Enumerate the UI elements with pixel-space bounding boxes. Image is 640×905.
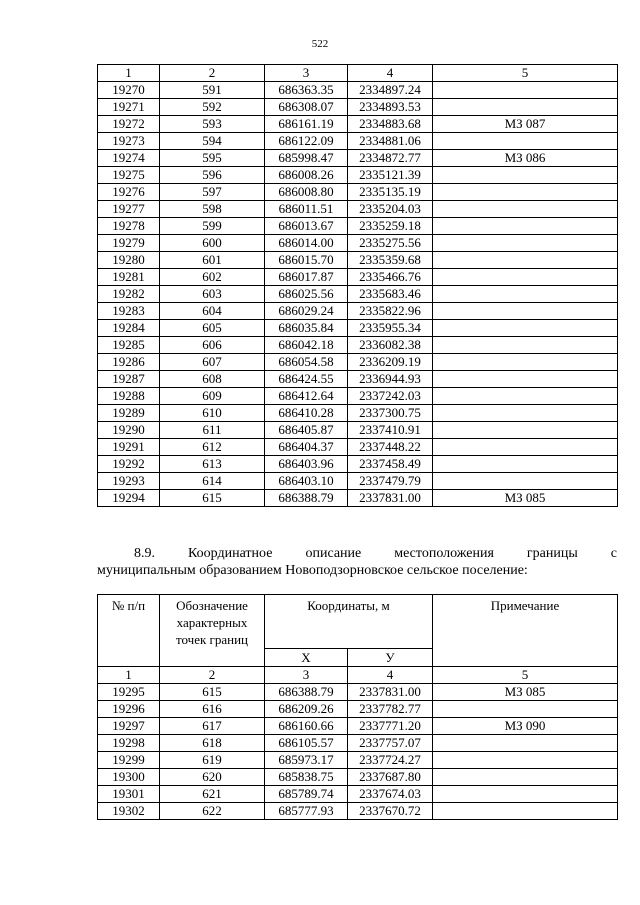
x-coordinate-cell: 686025.56 — [265, 286, 348, 303]
x-coordinate-cell: 685998.47 — [265, 150, 348, 167]
x-coordinate-cell: 686161.19 — [265, 116, 348, 133]
note-cell — [433, 701, 618, 718]
boundary-point-cell: 600 — [160, 235, 265, 252]
point-number-cell: 19289 — [98, 405, 160, 422]
note-cell — [433, 184, 618, 201]
point-number-cell: 19275 — [98, 167, 160, 184]
header-points: Обозначение характерных точек границ — [160, 595, 265, 667]
y-coordinate-cell: 2335955.34 — [348, 320, 433, 337]
boundary-point-cell: 606 — [160, 337, 265, 354]
table-row — [98, 133, 618, 150]
note-cell: МЗ 085 — [433, 490, 618, 507]
y-coordinate-cell: 2334883.68 — [348, 116, 433, 133]
boundary-point-cell: 613 — [160, 456, 265, 473]
table-row — [98, 252, 618, 269]
x-coordinate-cell: 686011.51 — [265, 201, 348, 218]
point-number-cell: 19296 — [98, 701, 160, 718]
x-coordinate-cell: 686209.26 — [265, 701, 348, 718]
header-y: У — [348, 649, 433, 667]
x-coordinate-cell: 686363.35 — [265, 82, 348, 99]
table-row — [98, 701, 618, 718]
table-row — [98, 371, 618, 388]
table-row — [98, 422, 618, 439]
table-row — [98, 439, 618, 456]
y-coordinate-cell: 2335683.46 — [348, 286, 433, 303]
x-coordinate-cell: 686013.67 — [265, 218, 348, 235]
boundary-point-cell: 622 — [160, 803, 265, 820]
y-coordinate-cell: 2336082.38 — [348, 337, 433, 354]
y-coordinate-cell: 2337674.03 — [348, 786, 433, 803]
boundary-point-cell: 615 — [160, 684, 265, 701]
point-number-cell: 19286 — [98, 354, 160, 371]
column-number: 2 — [160, 65, 265, 82]
y-coordinate-cell: 2335822.96 — [348, 303, 433, 320]
note-cell — [433, 422, 618, 439]
point-number-cell: 19276 — [98, 184, 160, 201]
point-number-cell: 19272 — [98, 116, 160, 133]
boundary-point-cell: 614 — [160, 473, 265, 490]
boundary-point-cell: 594 — [160, 133, 265, 150]
y-coordinate-cell: 2337687.80 — [348, 769, 433, 786]
note-cell — [433, 786, 618, 803]
y-coordinate-cell: 2334893.53 — [348, 99, 433, 116]
y-coordinate-cell: 2337300.75 — [348, 405, 433, 422]
column-number: 1 — [98, 667, 160, 684]
note-cell — [433, 133, 618, 150]
x-coordinate-cell: 686403.96 — [265, 456, 348, 473]
note-cell — [433, 286, 618, 303]
column-number: 4 — [348, 667, 433, 684]
y-coordinate-cell: 2334872.77 — [348, 150, 433, 167]
note-cell — [433, 99, 618, 116]
table-row — [98, 116, 618, 133]
note-cell — [433, 303, 618, 320]
table-row — [98, 303, 618, 320]
point-number-cell: 19299 — [98, 752, 160, 769]
note-cell — [433, 439, 618, 456]
table-row — [98, 235, 618, 252]
note-cell — [433, 269, 618, 286]
boundary-point-cell: 604 — [160, 303, 265, 320]
boundary-point-cell: 620 — [160, 769, 265, 786]
note-cell — [433, 167, 618, 184]
boundary-point-cell: 616 — [160, 701, 265, 718]
boundary-point-cell: 605 — [160, 320, 265, 337]
point-number-cell: 19271 — [98, 99, 160, 116]
header-coordinates: Координаты, м — [265, 595, 433, 649]
table-row — [98, 337, 618, 354]
y-coordinate-cell: 2337242.03 — [348, 388, 433, 405]
x-coordinate-cell: 685789.74 — [265, 786, 348, 803]
x-coordinate-cell: 686410.28 — [265, 405, 348, 422]
x-coordinate-cell: 685777.93 — [265, 803, 348, 820]
y-coordinate-cell: 2335466.76 — [348, 269, 433, 286]
y-coordinate-cell: 2337782.77 — [348, 701, 433, 718]
x-coordinate-cell: 686042.18 — [265, 337, 348, 354]
table-row — [98, 218, 618, 235]
x-coordinate-cell: 686160.66 — [265, 718, 348, 735]
boundary-point-cell: 595 — [160, 150, 265, 167]
x-coordinate-cell: 686122.09 — [265, 133, 348, 150]
section-paragraph — [97, 545, 617, 579]
boundary-point-cell: 609 — [160, 388, 265, 405]
column-number: 3 — [265, 667, 348, 684]
table-row — [98, 150, 618, 167]
point-number-cell: 19279 — [98, 235, 160, 252]
note-cell — [433, 82, 618, 99]
table-row — [98, 684, 618, 701]
note-cell — [433, 803, 618, 820]
y-coordinate-cell: 2334881.06 — [348, 133, 433, 150]
coordinates-table-2 — [97, 594, 618, 820]
y-coordinate-cell: 2337448.22 — [348, 439, 433, 456]
y-coordinate-cell: 2334897.24 — [348, 82, 433, 99]
point-number-cell: 19287 — [98, 371, 160, 388]
column-number: 1 — [98, 65, 160, 82]
y-coordinate-cell: 2337831.00 — [348, 490, 433, 507]
table-row — [98, 718, 618, 735]
section-text-line: муниципальным образованием Новоподзорновское сельское поселение: — [97, 563, 528, 578]
note-cell: МЗ 087 — [433, 116, 618, 133]
note-cell — [433, 769, 618, 786]
table-row — [98, 490, 618, 507]
point-number-cell: 19300 — [98, 769, 160, 786]
note-cell — [433, 456, 618, 473]
boundary-point-cell: 602 — [160, 269, 265, 286]
x-coordinate-cell: 686424.55 — [265, 371, 348, 388]
point-number-cell: 19298 — [98, 735, 160, 752]
x-coordinate-cell: 686403.10 — [265, 473, 348, 490]
column-number-row — [98, 65, 618, 82]
x-coordinate-cell: 686404.37 — [265, 439, 348, 456]
table-row — [98, 388, 618, 405]
boundary-point-cell: 619 — [160, 752, 265, 769]
boundary-point-cell: 591 — [160, 82, 265, 99]
point-number-cell: 19302 — [98, 803, 160, 820]
point-number-cell: 19288 — [98, 388, 160, 405]
y-coordinate-cell: 2335204.03 — [348, 201, 433, 218]
x-coordinate-cell: 686029.24 — [265, 303, 348, 320]
header-note: Примечание — [433, 595, 618, 667]
table-row — [98, 320, 618, 337]
x-coordinate-cell: 686412.64 — [265, 388, 348, 405]
y-coordinate-cell: 2335359.68 — [348, 252, 433, 269]
point-number-cell: 19277 — [98, 201, 160, 218]
y-coordinate-cell: 2337458.49 — [348, 456, 433, 473]
header-x: Х — [265, 649, 348, 667]
note-cell — [433, 371, 618, 388]
point-number-cell: 19282 — [98, 286, 160, 303]
note-cell — [433, 252, 618, 269]
column-number: 3 — [265, 65, 348, 82]
table-body — [98, 82, 618, 507]
point-number-cell: 19273 — [98, 133, 160, 150]
boundary-point-cell: 615 — [160, 490, 265, 507]
table-row — [98, 269, 618, 286]
point-number-cell: 19285 — [98, 337, 160, 354]
point-number-cell: 19293 — [98, 473, 160, 490]
boundary-point-cell: 593 — [160, 116, 265, 133]
point-number-cell: 19294 — [98, 490, 160, 507]
boundary-point-cell: 592 — [160, 99, 265, 116]
table-row — [98, 405, 618, 422]
y-coordinate-cell: 2336209.19 — [348, 354, 433, 371]
x-coordinate-cell: 686405.87 — [265, 422, 348, 439]
note-cell — [433, 218, 618, 235]
x-coordinate-cell: 686105.57 — [265, 735, 348, 752]
column-number-row — [98, 667, 618, 684]
table-row — [98, 82, 618, 99]
boundary-point-cell: 611 — [160, 422, 265, 439]
point-number-cell: 19295 — [98, 684, 160, 701]
boundary-point-cell: 596 — [160, 167, 265, 184]
x-coordinate-cell: 686008.26 — [265, 167, 348, 184]
y-coordinate-cell: 2337670.72 — [348, 803, 433, 820]
x-coordinate-cell: 686035.84 — [265, 320, 348, 337]
note-cell: МЗ 090 — [433, 718, 618, 735]
table-body — [98, 684, 618, 820]
boundary-point-cell: 608 — [160, 371, 265, 388]
y-coordinate-cell: 2337831.00 — [348, 684, 433, 701]
table-row — [98, 473, 618, 490]
y-coordinate-cell: 2335135.19 — [348, 184, 433, 201]
x-coordinate-cell: 686015.70 — [265, 252, 348, 269]
point-number-cell: 19297 — [98, 718, 160, 735]
point-number-cell: 19283 — [98, 303, 160, 320]
note-cell — [433, 337, 618, 354]
y-coordinate-cell: 2335259.18 — [348, 218, 433, 235]
y-coordinate-cell: 2336944.93 — [348, 371, 433, 388]
boundary-point-cell: 599 — [160, 218, 265, 235]
table-row — [98, 752, 618, 769]
x-coordinate-cell: 686054.58 — [265, 354, 348, 371]
point-number-cell: 19292 — [98, 456, 160, 473]
boundary-point-cell: 618 — [160, 735, 265, 752]
column-number: 4 — [348, 65, 433, 82]
header-number: № п/п — [98, 595, 160, 667]
column-number: 5 — [433, 667, 618, 684]
note-cell: МЗ 085 — [433, 684, 618, 701]
note-cell — [433, 752, 618, 769]
x-coordinate-cell: 686308.07 — [265, 99, 348, 116]
boundary-point-cell: 607 — [160, 354, 265, 371]
x-coordinate-cell: 686008.80 — [265, 184, 348, 201]
y-coordinate-cell: 2335275.56 — [348, 235, 433, 252]
boundary-point-cell: 598 — [160, 201, 265, 218]
point-number-cell: 19281 — [98, 269, 160, 286]
table-row — [98, 184, 618, 201]
x-coordinate-cell: 685973.17 — [265, 752, 348, 769]
y-coordinate-cell: 2337479.79 — [348, 473, 433, 490]
table-row — [98, 354, 618, 371]
y-coordinate-cell: 2335121.39 — [348, 167, 433, 184]
y-coordinate-cell: 2337757.07 — [348, 735, 433, 752]
point-number-cell: 19270 — [98, 82, 160, 99]
note-cell — [433, 388, 618, 405]
note-cell: МЗ 086 — [433, 150, 618, 167]
boundary-point-cell: 603 — [160, 286, 265, 303]
boundary-point-cell: 612 — [160, 439, 265, 456]
x-coordinate-cell: 686017.87 — [265, 269, 348, 286]
table-row — [98, 456, 618, 473]
boundary-point-cell: 617 — [160, 718, 265, 735]
page-number: 522 — [311, 38, 329, 50]
table-row — [98, 286, 618, 303]
point-number-cell: 19280 — [98, 252, 160, 269]
boundary-point-cell: 610 — [160, 405, 265, 422]
column-number: 5 — [433, 65, 618, 82]
section-heading-line: 8.9. Координатное описание местоположения границы с — [134, 546, 617, 561]
note-cell — [433, 235, 618, 252]
note-cell — [433, 354, 618, 371]
point-number-cell: 19290 — [98, 422, 160, 439]
column-number: 2 — [160, 667, 265, 684]
y-coordinate-cell: 2337771.20 — [348, 718, 433, 735]
table-row — [98, 201, 618, 218]
note-cell — [433, 473, 618, 490]
point-number-cell: 19278 — [98, 218, 160, 235]
y-coordinate-cell: 2337724.27 — [348, 752, 433, 769]
table-row — [98, 167, 618, 184]
table-row — [98, 735, 618, 752]
coordinates-table-1 — [97, 64, 618, 507]
note-cell — [433, 320, 618, 337]
x-coordinate-cell: 686014.00 — [265, 235, 348, 252]
boundary-point-cell: 621 — [160, 786, 265, 803]
y-coordinate-cell: 2337410.91 — [348, 422, 433, 439]
boundary-point-cell: 597 — [160, 184, 265, 201]
point-number-cell: 19274 — [98, 150, 160, 167]
note-cell — [433, 405, 618, 422]
note-cell — [433, 735, 618, 752]
boundary-point-cell: 601 — [160, 252, 265, 269]
table-row — [98, 786, 618, 803]
point-number-cell: 19284 — [98, 320, 160, 337]
table-row — [98, 769, 618, 786]
point-number-cell: 19301 — [98, 786, 160, 803]
note-cell — [433, 201, 618, 218]
x-coordinate-cell: 686388.79 — [265, 684, 348, 701]
x-coordinate-cell: 686388.79 — [265, 490, 348, 507]
table-row — [98, 803, 618, 820]
table-row — [98, 99, 618, 116]
point-number-cell: 19291 — [98, 439, 160, 456]
x-coordinate-cell: 685838.75 — [265, 769, 348, 786]
